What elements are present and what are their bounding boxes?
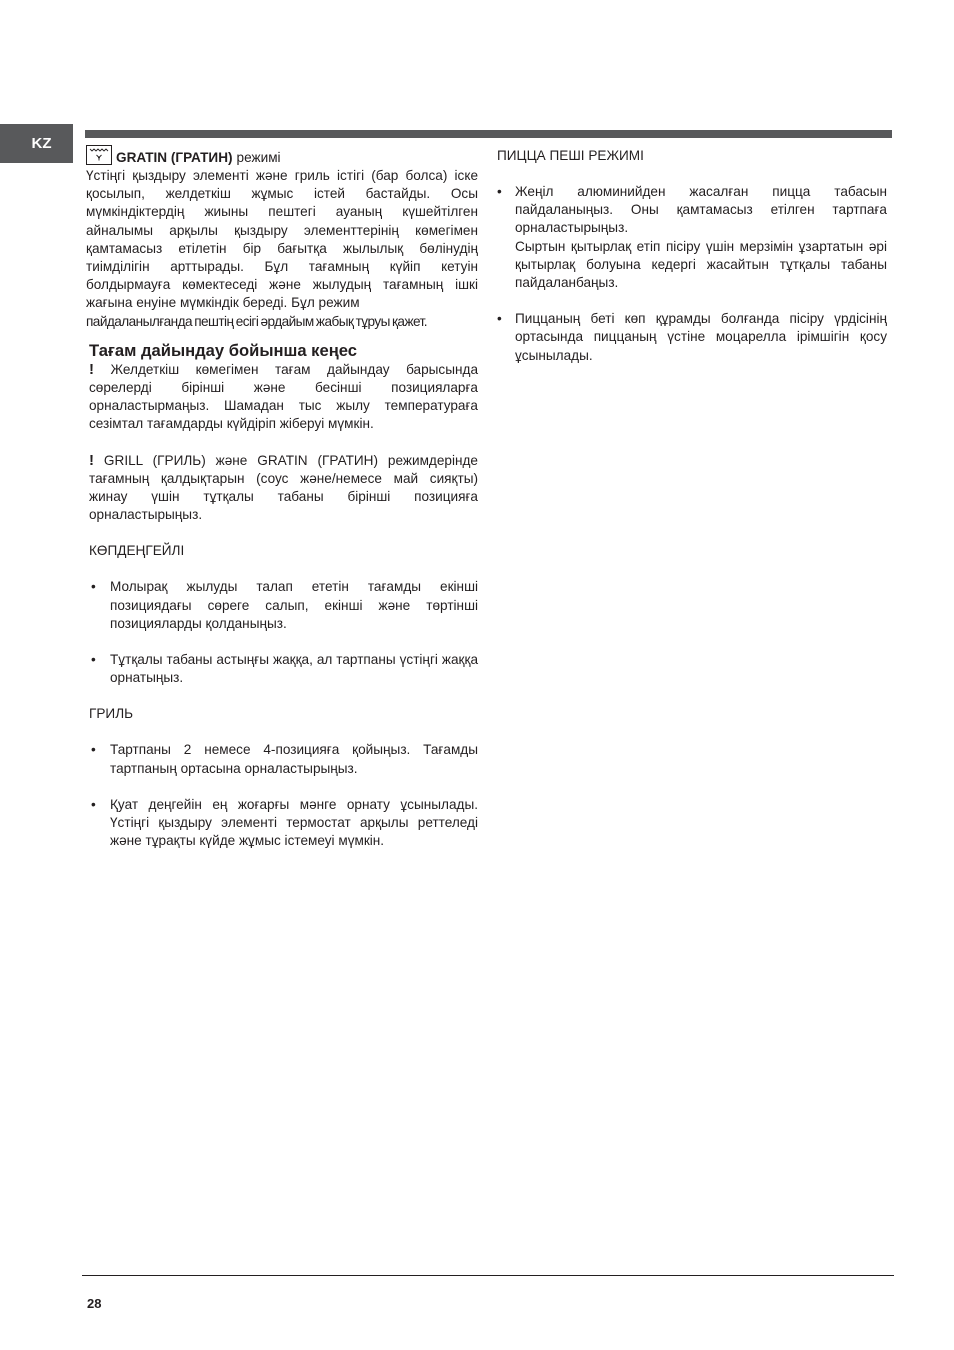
- gratin-oven-icon: [86, 145, 112, 165]
- multilevel-heading: КӨПДЕҢГЕЙЛІ: [89, 543, 185, 559]
- list-item-text-continued: Сыртын қытырлақ етіп пісіру үшін мерзімін ұзартатын әрі қытырлақ болуына кедергі жасайтын тұтқалы табаны пайдаланбаңыз.: [515, 238, 887, 291]
- list-item-text: Пиццаның беті көп құрамды болғанда пісіру үрдісінің ортасында пиццаның үстіне моцарелла ірімшігін қосу ұсынылады.: [515, 311, 887, 363]
- mode-suffix: режимі: [236, 150, 281, 165]
- list-item-text: Тұтқалы табаны астыңғы жаққа, ал тартпаны үстіңгі жаққа орнатыңыз.: [110, 652, 478, 686]
- list-item: [89, 796, 478, 851]
- right-column: [497, 147, 887, 365]
- warning-grill-text: GRILL (ГРИЛЬ) және GRATIN (ГРАТИН) режимдерінде тағамның қалдықтарын (соус және/немесе май сияқты) жинау үшін тұтқалы табаны бірінші позицияға орналастырыңыз.: [89, 452, 478, 523]
- bullet: •: [91, 796, 96, 812]
- header-bar: [85, 130, 892, 138]
- list-item: [89, 578, 478, 633]
- mode-name: GRATIN (ГРАТИН): [116, 150, 233, 165]
- list-item: [89, 651, 478, 687]
- bullet: •: [91, 579, 96, 595]
- left-column: [86, 147, 478, 850]
- multilevel-list: [86, 578, 478, 687]
- gratin-description: Үстіңгі қыздыру элементі және гриль істігі (бар болса) іске қосылып, желдеткіш жұмыс істей бастайды. Осы мүмкіндіктердің жиыны пештегі ауаның күшейтілген айналымы арқылы қыздыру элементтерінің көмегімен қамтамасыз етілетін бір бағытқа жылылық бөлінудің тиімділігін арттырады. Бұл тағамның күйіп кетуін болдырмауға көмектеседі және жылудың тағамның ішкі жағына енуіне мүмкіндік береді. Бұл режим: [86, 168, 478, 311]
- list-item-text: Жеңіл алюминийден жасалған пицца табасын пайдаланыңыз. Оны қамтамасыз етілген тартпаға орналастырыңыз.: [515, 184, 887, 236]
- warning-grill: [89, 452, 478, 525]
- gratin-mode-title: [86, 147, 478, 167]
- cooking-tips-title: Тағам дайындау бойынша кеңес: [89, 340, 357, 360]
- list-item-text: Молырақ жылуды талап ететін тағамды екінші позициядағы сөреге салып, екінші және төртінші позицияларды қолданыңыз.: [110, 579, 478, 631]
- gratin-description-last-line: пайдаланылғанда пештің есігі әрдайым жабық тұруы қажет.: [86, 313, 427, 329]
- bullet: •: [497, 311, 502, 327]
- grill-list: [86, 741, 478, 850]
- list-item: [497, 183, 887, 292]
- warning-fan: [89, 361, 478, 434]
- grill-heading: ГРИЛЬ: [89, 706, 134, 722]
- warning-mark: !: [89, 360, 94, 378]
- bullet: •: [91, 742, 96, 758]
- list-item-text: Тартпаны 2 немесе 4-позицияға қойыңыз. Тағамды тартпаның ортасына орналастырыңыз.: [110, 742, 478, 776]
- language-tab: KZ: [0, 124, 73, 163]
- list-item: [497, 310, 887, 365]
- pizza-heading: ПИЦЦА ПЕШІ РЕЖИМІ: [497, 148, 644, 163]
- list-item: [89, 741, 478, 777]
- list-item-text: Қуат деңгейін ең жоғарғы мәнге орнату ұсынылады. Үстіңгі қыздыру элементі термостат арқылы реттеледі және тұрақты күйде жұмыс істемеуі мүмкін.: [110, 796, 478, 849]
- bullet: •: [91, 652, 96, 668]
- warning-mark: !: [89, 451, 94, 469]
- page-number: 28: [87, 1296, 102, 1311]
- pizza-list: [497, 183, 887, 365]
- bullet: •: [497, 184, 502, 199]
- footer-rule: [82, 1275, 894, 1276]
- warning-fan-text: Желдеткіш көмегімен тағам дайындау барысында сөрелерді бірінші және бесінші позицияларға орналастырмаңыз. Шамадан тыс жылу температураға сезімтал тағамдарды күйдіріп жіберуі мүмкін.: [89, 361, 479, 432]
